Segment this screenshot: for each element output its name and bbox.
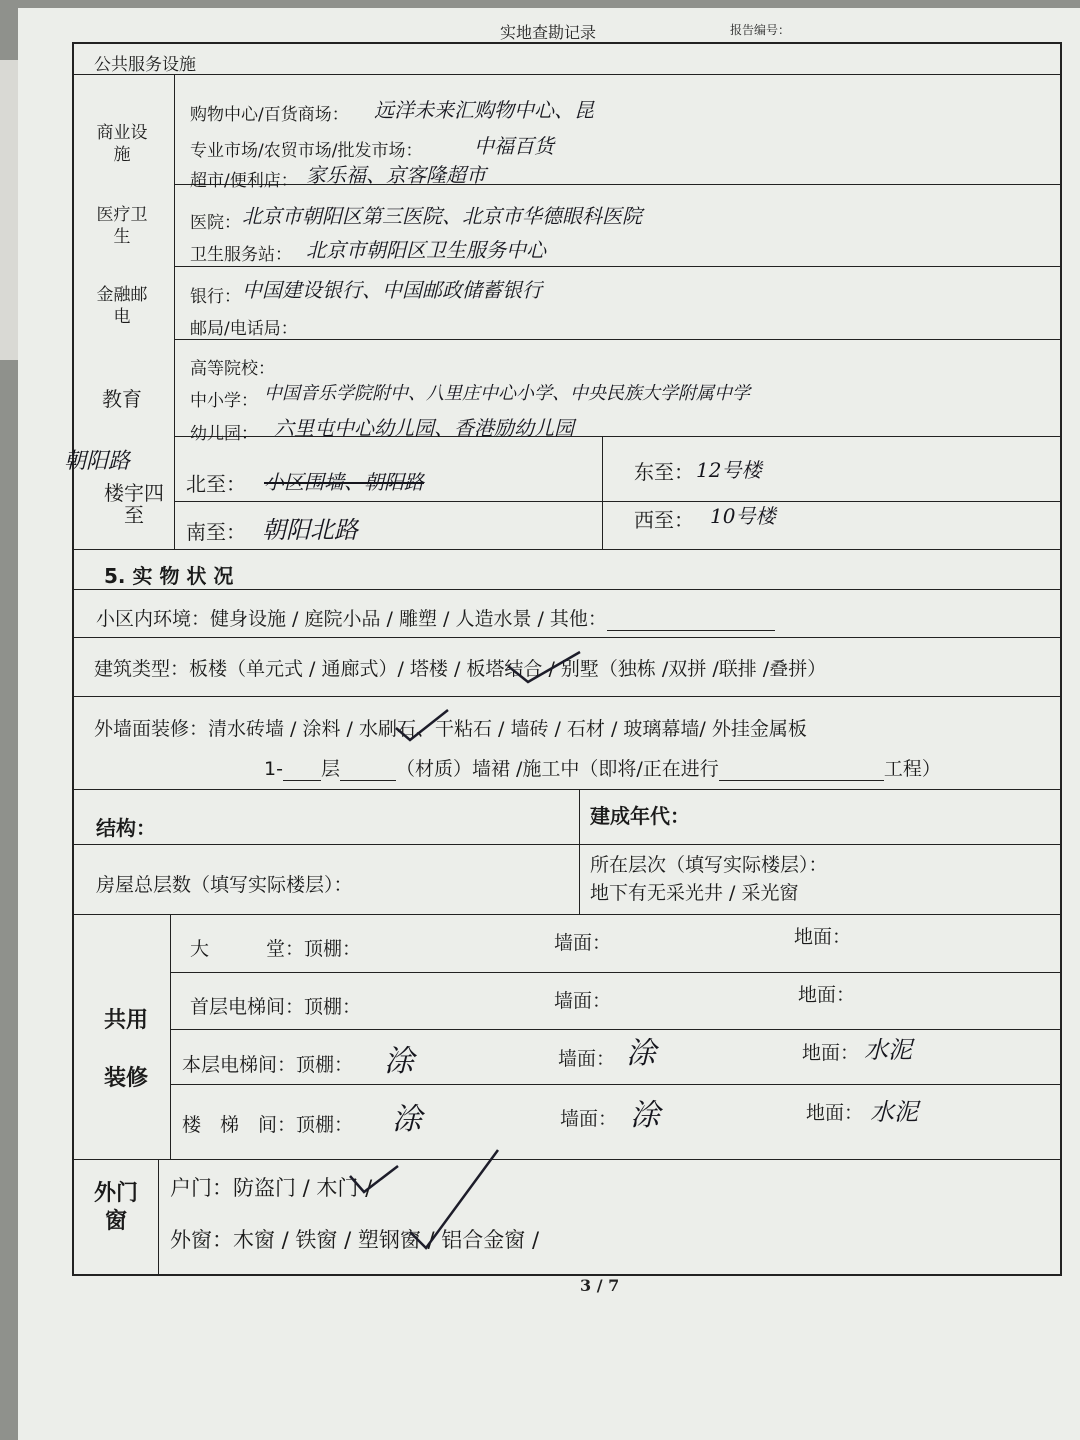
wall-label: 墙面： (558, 1048, 616, 1070)
section-heading-physical: 5. 实 物 状 况 (104, 564, 234, 588)
east-label: 东至： (634, 460, 694, 484)
south-value: 朝阳北路 (262, 516, 358, 544)
built-year-label: 建成年代： (590, 804, 690, 828)
ceiling-value: 涂 (392, 1102, 422, 1137)
floor-label: 地面： (802, 1042, 860, 1064)
checkmark-icon (404, 1144, 504, 1254)
facade-line-2: 1- 层 （材质）墙裙 /施工中（即将/正在进行 工程） (264, 758, 941, 780)
post-office-label: 邮局/电话局： (190, 319, 298, 339)
environment-line: 小区内环境：健身设施 / 庭院小品 / 雕塑 / 人造水景 / 其他： (96, 604, 775, 631)
west-value: 10号楼 (710, 504, 776, 528)
college-label: 高等院校： (190, 359, 275, 379)
total-floors-label: 房屋总层数（填写实际楼层）： (96, 874, 353, 896)
decoration-row-name: 大 堂：顶棚： (190, 938, 362, 960)
decoration-row-name: 楼 梯 间：顶棚： (182, 1114, 354, 1136)
school-value: 中国音乐学院附中、八里庄中心小学、中央民族大学附属中学 (264, 383, 750, 404)
supermarket-value: 家乐福、京客隆超市 (306, 163, 486, 187)
school-label: 中小学： (190, 391, 258, 411)
boundaries-label: 楼宇四至 (104, 481, 164, 527)
building-type-line: 建筑类型：板楼（单元式 / 通廊式）/ 塔楼 / 板塔结合 / 别墅（独栋 /双拼 /联排 /叠拼） (94, 658, 827, 680)
wall-label: 墙面： (554, 932, 612, 954)
window-line: 外窗：木窗 / 铁窗 / 塑钢窗 / 铝合金窗 / (170, 1228, 540, 1252)
supermarket-label: 超市/便利店： (190, 171, 298, 191)
kindergarten-value: 六里屯中心幼儿园、香港励幼儿园 (274, 416, 574, 440)
bank-value: 中国建设银行、中国邮政储蓄银行 (242, 278, 542, 302)
medical-label: 医疗卫生 (96, 205, 148, 247)
page-number: 3 / 7 (580, 1276, 620, 1295)
facade-line-1: 外墙面装修：清水砖墙 / 涂料 / 水刷石、干粘石 / 墙砖 / 石材 / 玻璃幕墙/ 外挂金属板 (94, 718, 807, 740)
hospital-label: 医院： (190, 213, 241, 233)
door-line: 户门：防盗门 / 木门 / (170, 1176, 373, 1200)
page-title: 实地查勘记录 (500, 23, 597, 42)
structure-label: 结构： (96, 816, 156, 840)
north-value: 小区围墙、朝阳路 (264, 470, 424, 494)
finance-label: 金融邮电 (96, 285, 148, 327)
wall-value: 涂 (626, 1036, 656, 1071)
shared-decoration-label: 共用装修 (103, 1008, 148, 1091)
west-label: 西至： (634, 508, 694, 532)
east-value: 12号楼 (696, 458, 762, 482)
market-label: 专业市场/农贸市场/批发市场： (190, 141, 423, 161)
report-number-label: 报告编号： (730, 23, 791, 37)
doors-windows-label: 外门窗 (93, 1181, 138, 1234)
hospital-value: 北京市朝阳区第三医院、北京市华德眼科医院 (242, 204, 642, 228)
commercial-label: 商业设施 (96, 123, 148, 165)
wall-label: 墙面： (560, 1108, 618, 1130)
boundary-annotation: 朝阳路 (64, 449, 131, 474)
checkmark-icon (504, 648, 584, 688)
checkmark-icon (346, 1162, 406, 1198)
floor-label: 地面： (798, 984, 856, 1006)
north-label: 北至： (186, 472, 246, 496)
kindergarten-label: 幼儿园： (190, 424, 258, 444)
section-heading-public-services: 公共服务设施 (94, 55, 196, 75)
ceiling-value: 涂 (384, 1044, 414, 1079)
education-label: 教育 (102, 387, 142, 411)
market-value: 中福百货 (474, 134, 554, 158)
basement-light-label: 地下有无采光井 / 采光窗 (590, 882, 799, 904)
floor-value: 水泥 (870, 1098, 918, 1126)
survey-table (64, 42, 1062, 1276)
health-station-value: 北京市朝阳区卫生服务中心 (306, 238, 546, 262)
bank-label: 银行： (190, 287, 241, 307)
wall-label: 墙面： (554, 990, 612, 1012)
south-label: 南至： (186, 520, 246, 544)
decoration-row-name: 本层电梯间：顶棚： (182, 1054, 354, 1076)
checkmark-icon (392, 706, 452, 746)
floor-label: 地面： (794, 926, 852, 948)
decoration-row-name: 首层电梯间：顶棚： (190, 996, 362, 1018)
document-page (18, 8, 1080, 1440)
floor-value: 水泥 (864, 1036, 912, 1064)
mall-label: 购物中心/百货商场： (190, 105, 349, 125)
health-station-label: 卫生服务站： (190, 245, 292, 265)
floor-label: 地面： (806, 1102, 864, 1124)
wall-value: 涂 (630, 1098, 660, 1133)
mall-value: 远洋未来汇购物中心、昆 (374, 98, 594, 122)
floor-at-label: 所在层次（填写实际楼层）： (590, 854, 828, 876)
